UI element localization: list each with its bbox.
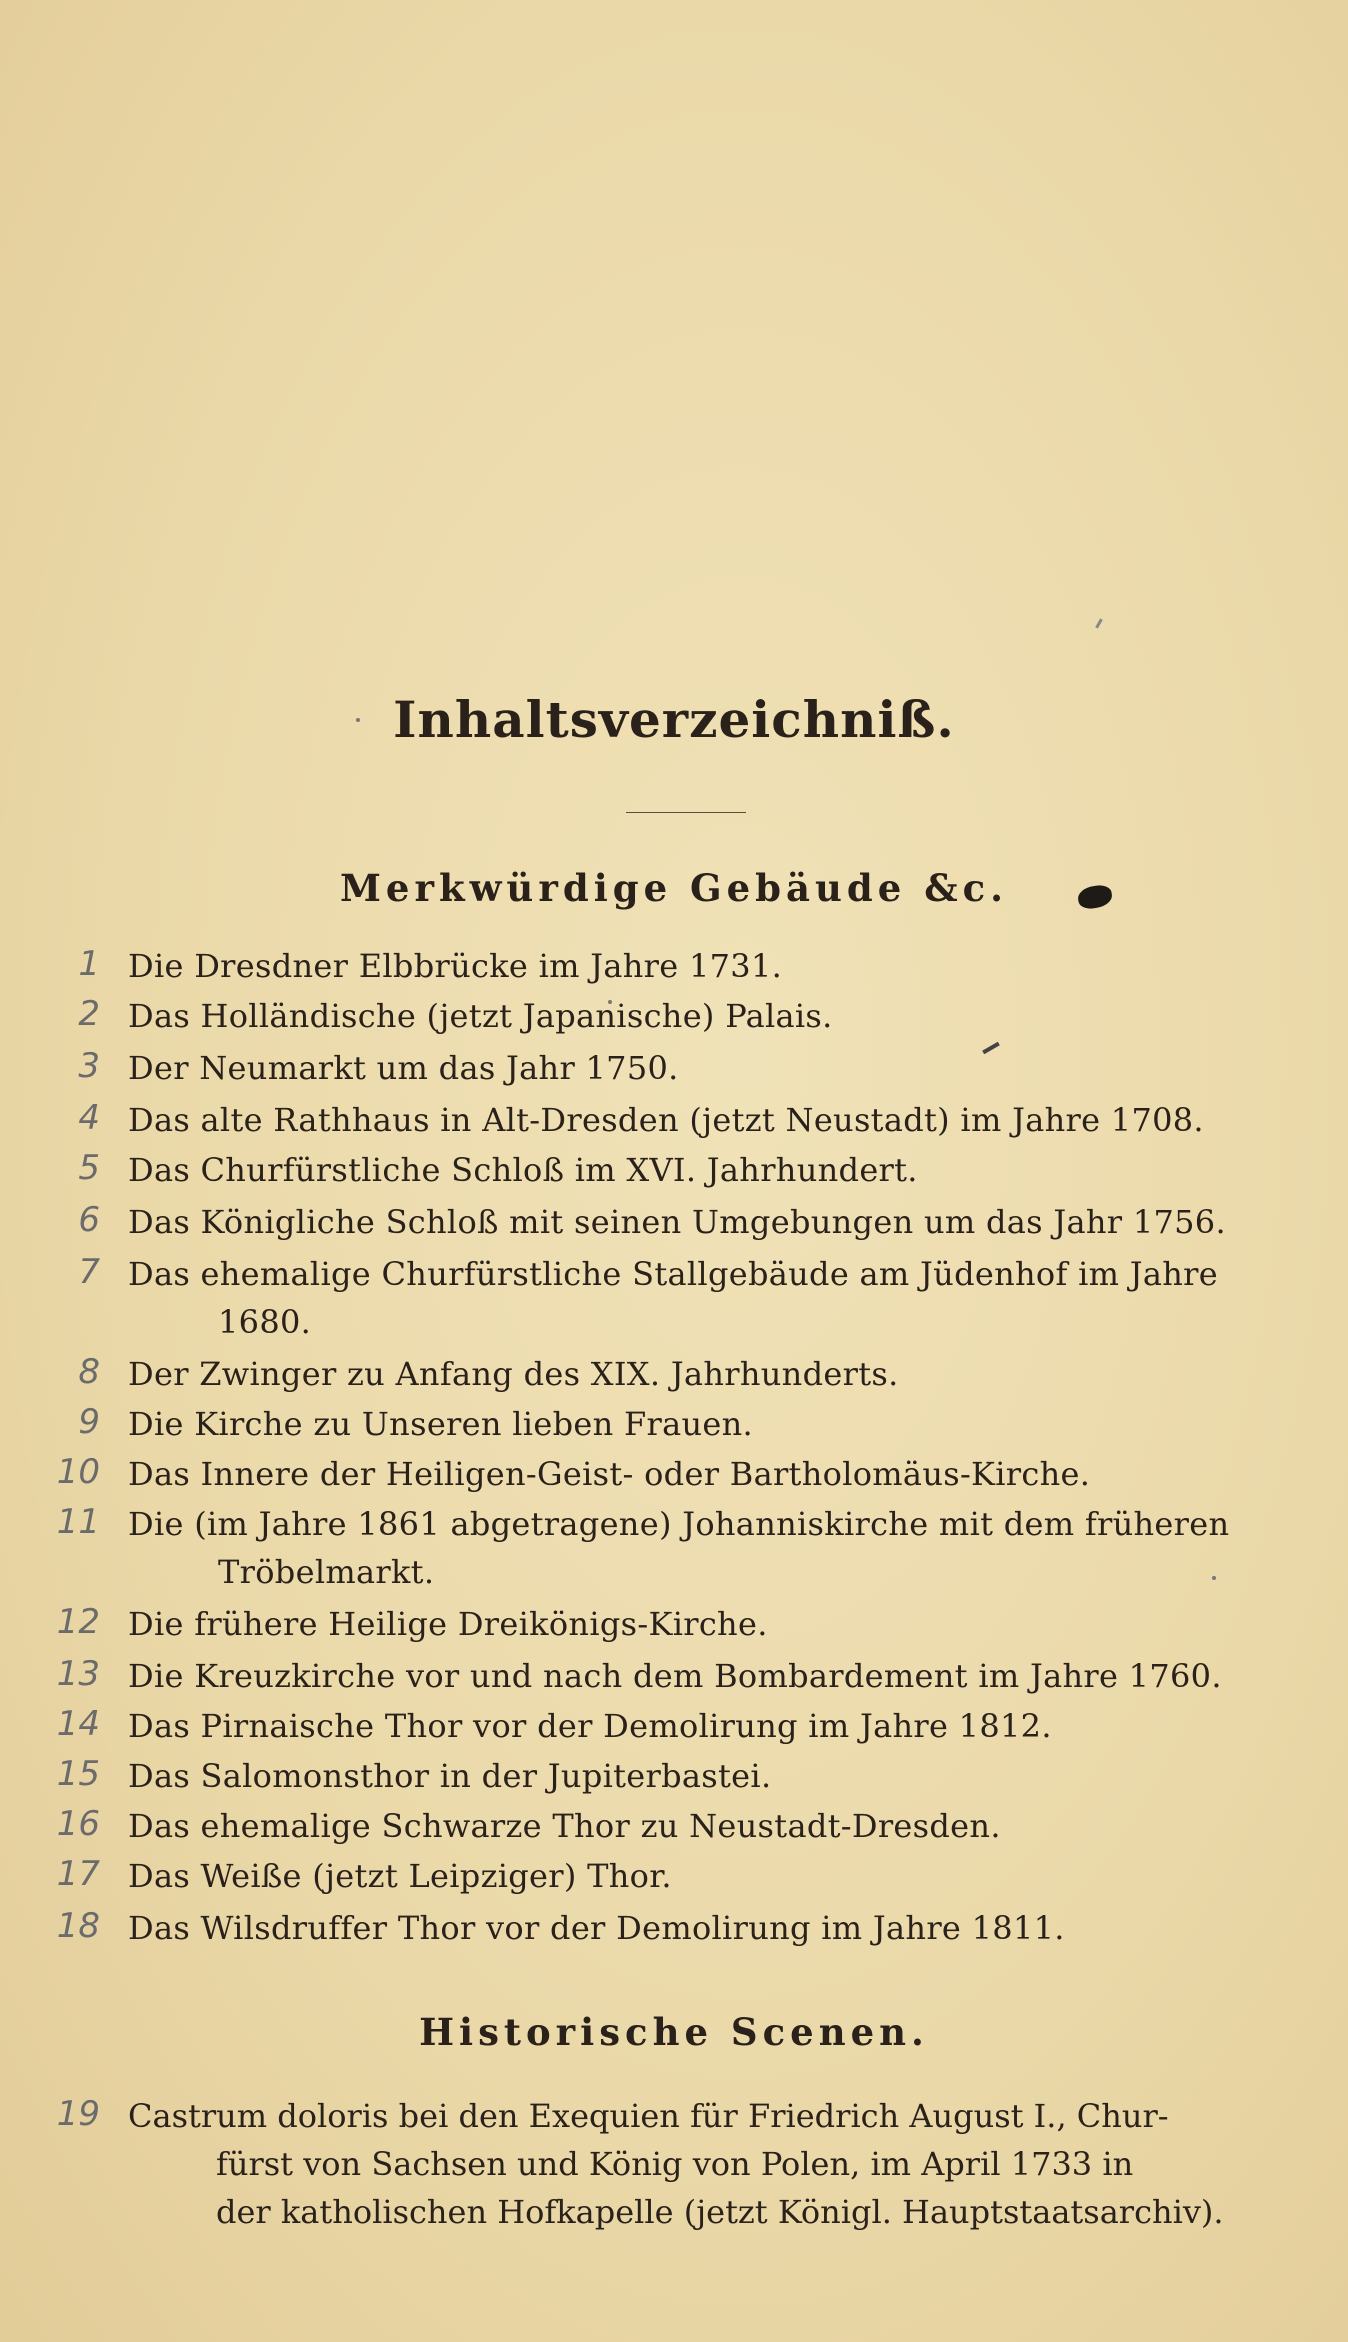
toc-entry <box>128 1904 1238 1952</box>
entry-title: Das Salomonsthor in der Jupiterbastei. <box>128 1757 772 1795</box>
margin-number: 18 <box>56 1906 100 1946</box>
margin-number: 4 <box>78 1098 100 1138</box>
entry-title: Das Holländische (jetzt Japanische) Palais. <box>128 997 833 1035</box>
margin-number: 19 <box>56 2094 100 2134</box>
toc-entry <box>128 1852 1238 1900</box>
entry-title: Das Innere der Heiligen-Geist- oder Bartholomäus-Kirche. <box>128 1455 1091 1493</box>
speck <box>356 718 360 722</box>
margin-number: 12 <box>56 1602 100 1642</box>
toc-entry <box>128 1652 1238 1700</box>
margin-number: 14 <box>56 1704 100 1744</box>
toc-entry <box>128 1350 1238 1398</box>
entry-title: Der Neumarkt um das Jahr 1750. <box>128 1049 679 1087</box>
entry-title: Der Zwinger zu Anfang des XIX. Jahrhunderts. <box>128 1355 899 1393</box>
entry-title: Das Pirnaische Thor vor der Demolirung im Jahre 1812. <box>128 1707 1052 1745</box>
entry-title: Die Dresdner Elbbrücke im Jahre 1731. <box>128 947 783 985</box>
entry-title: Die (im Jahre 1861 abgetragene) Johanniskirche mit dem früheren <box>128 1505 1230 1543</box>
pencil-mark <box>1095 618 1103 628</box>
entry-title: Das ehemalige Churfürstliche Stallgebäude am Jüdenhof im Jahre <box>128 1255 1219 1293</box>
entry-title: Das Wilsdruffer Thor vor der Demolirung im Jahre 1811. <box>128 1909 1065 1947</box>
section-heading-buildings: Merkwürdige Gebäude &c. <box>339 866 1009 910</box>
toc-entry <box>128 1500 1238 1596</box>
entry-title-continued: der katholischen Hofkapelle (jetzt Königl. Hauptstaatsarchiv). <box>216 2193 1224 2231</box>
entry-title-continued: fürst von Sachsen und König von Polen, im April 1733 in <box>216 2145 1134 2183</box>
toc-entry <box>128 2092 1238 2236</box>
toc-entry <box>128 1600 1238 1648</box>
margin-number: 2 <box>78 994 100 1034</box>
margin-number: 10 <box>56 1452 100 1492</box>
toc-entry <box>128 1198 1238 1246</box>
margin-number: 3 <box>78 1046 100 1086</box>
toc-entry <box>128 1250 1238 1346</box>
entry-title: Das Weiße (jetzt Leipziger) Thor. <box>128 1857 672 1895</box>
toc-entry <box>128 992 1238 1040</box>
entry-title: Castrum doloris bei den Exequien für Friedrich August I., Chur- <box>128 2097 1169 2135</box>
page-title: Inhaltsverzeichniß. <box>393 690 955 749</box>
margin-number: 9 <box>78 1402 100 1442</box>
toc-entry <box>128 1400 1238 1448</box>
entry-title: Die Kirche zu Unseren lieben Frauen. <box>128 1405 753 1443</box>
margin-number: 16 <box>56 1804 100 1844</box>
margin-number: 8 <box>78 1352 100 1392</box>
margin-number: 5 <box>78 1148 100 1188</box>
entry-title: Das Churfürstliche Schloß im XVI. Jahrhundert. <box>128 1151 918 1189</box>
entry-title: Das ehemalige Schwarze Thor zu Neustadt-Dresden. <box>128 1807 1001 1845</box>
toc-entry <box>128 1802 1238 1850</box>
toc-entry <box>128 1450 1238 1498</box>
margin-number: 15 <box>56 1754 100 1794</box>
margin-number: 13 <box>56 1654 100 1694</box>
margin-number: 6 <box>78 1200 100 1240</box>
toc-entry <box>128 942 1238 990</box>
toc-entry <box>128 1044 1238 1092</box>
toc-entry <box>128 1702 1238 1750</box>
title-rule <box>626 812 746 813</box>
entry-title-continued: Tröbelmarkt. <box>218 1553 435 1591</box>
entry-title: Die frühere Heilige Dreikönigs-Kirche. <box>128 1605 768 1643</box>
entry-title: Das alte Rathhaus in Alt-Dresden (jetzt Neustadt) im Jahre 1708. <box>128 1101 1204 1139</box>
section-heading-scenes: Historische Scenen. <box>419 2010 929 2054</box>
margin-number: 1 <box>78 944 100 984</box>
entry-title: Die Kreuzkirche vor und nach dem Bombardement im Jahre 1760. <box>128 1657 1222 1695</box>
margin-number: 7 <box>78 1252 100 1292</box>
entry-title: Das Königliche Schloß mit seinen Umgebungen um das Jahr 1756. <box>128 1203 1226 1241</box>
toc-entry <box>128 1752 1238 1800</box>
entry-title-continued: 1680. <box>218 1303 312 1341</box>
toc-entry <box>128 1146 1238 1194</box>
margin-number: 11 <box>56 1502 100 1542</box>
margin-number: 17 <box>56 1854 100 1894</box>
toc-entry <box>128 1096 1238 1144</box>
